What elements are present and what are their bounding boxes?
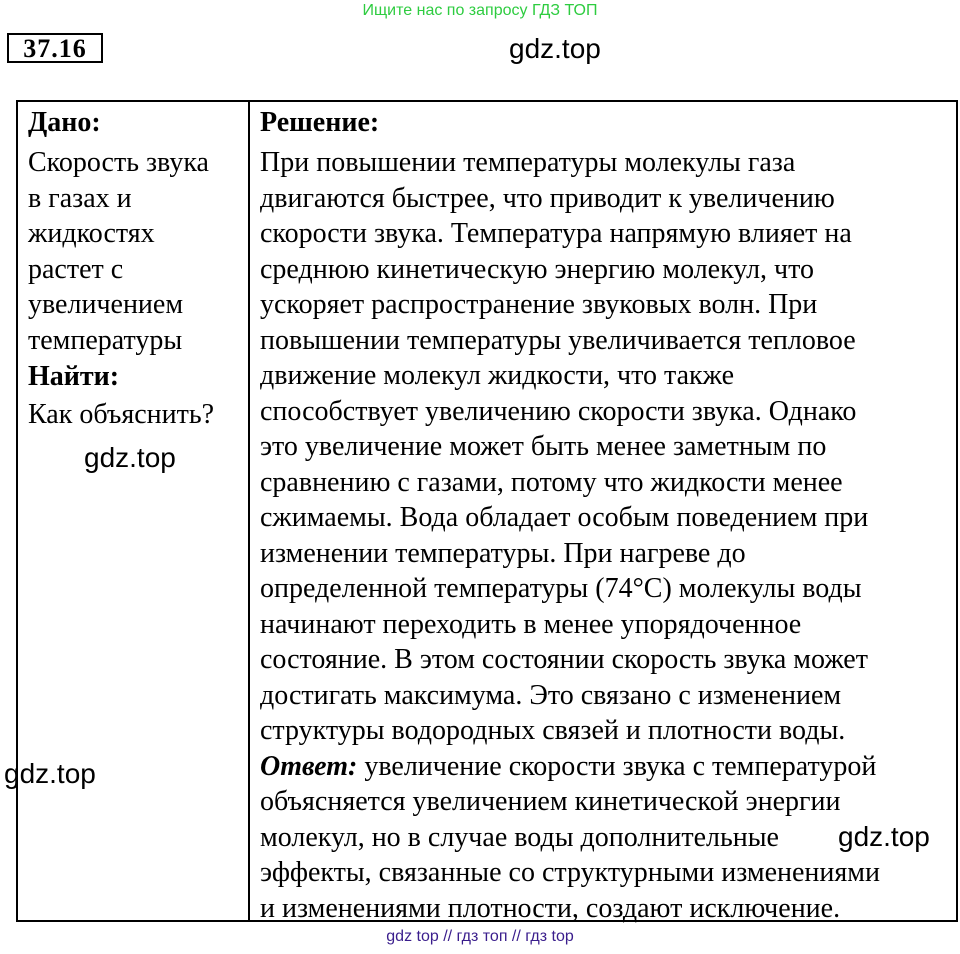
solution-line: двигаются быстрее, что приводит к увеличению xyxy=(260,182,835,214)
given-heading: Дано: xyxy=(28,107,101,138)
solution-heading: Решение: xyxy=(260,107,380,138)
solution-line: достигать максимума. Это связано с изменением xyxy=(260,679,842,711)
column-divider xyxy=(248,102,250,920)
watermark-bottom-left: gdz.top xyxy=(4,758,96,789)
solution-line: изменении температуры. При нагреве до xyxy=(260,537,746,569)
given-line: увеличением xyxy=(28,289,184,320)
given-line: в газах и xyxy=(28,182,132,214)
footer-watermark: gdz top // гдз топ // гдз top xyxy=(386,928,574,945)
watermark-left-column: gdz.top xyxy=(84,442,176,473)
solution-line: скорости звука. Температура напрямую влияет на xyxy=(260,218,852,249)
solution-line: начинают переходить в менее упорядоченное xyxy=(260,608,802,640)
given-column xyxy=(28,102,243,433)
solution-line: состояние. В этом состоянии скорость звука может xyxy=(260,644,868,675)
search-hint-banner: Ищите нас по запросу ГДЗ ТОП xyxy=(362,2,598,19)
find-text xyxy=(28,397,243,433)
answer-line: и изменениями плотности, создают исключение. xyxy=(260,892,841,924)
task-table xyxy=(16,100,958,922)
solution-line: сравнению с газами, потому что жидкости менее xyxy=(260,466,843,498)
answer-first-line: увеличение скорости звука с температурой xyxy=(357,750,877,782)
given-line: Скорость звука xyxy=(28,147,209,178)
solution-column xyxy=(260,102,952,926)
task-number-box: 37.16 xyxy=(7,33,103,63)
given-text xyxy=(28,145,243,358)
find-heading: Найти: xyxy=(28,361,120,392)
solution-line: структуры водородных связей и плотности воды. xyxy=(260,715,846,746)
answer-label: Ответ: xyxy=(260,750,358,782)
answer-line: молекул, но в случае воды дополнительные xyxy=(260,821,779,853)
given-line: жидкостях xyxy=(28,218,155,249)
answer-line: эффекты, связанные со структурными изменениями xyxy=(260,857,880,888)
solution-line: определенной температуры (74°C) молекулы воды xyxy=(260,573,862,604)
solution-line: это увеличение может быть менее заметным по xyxy=(260,431,827,462)
watermark-header: gdz.top xyxy=(509,33,601,64)
solution-line: повышении температуры увеличивается тепловое xyxy=(260,324,856,356)
find-line: Как объяснить? xyxy=(28,399,215,430)
solution-line: сжимаемы. Вода обладает особым поведением при xyxy=(260,502,869,533)
answer-line xyxy=(260,749,952,785)
solution-line: среднюю кинетическую энергию молекул, что xyxy=(260,253,814,285)
solution-line: При повышении температуры молекулы газа xyxy=(260,147,796,178)
solution-line: способствует увеличению скорости звука. Однако xyxy=(260,395,857,427)
solution-text xyxy=(260,145,952,926)
given-line: растет с xyxy=(28,253,124,285)
solution-line: движение молекул жидкости, что также xyxy=(260,360,735,391)
answer-line: объясняется увеличением кинетической энергии xyxy=(260,786,841,817)
given-line: температуры xyxy=(28,324,183,356)
watermark-right-column: gdz.top xyxy=(838,821,930,852)
solution-line: ускоряет распространение звуковых волн. При xyxy=(260,289,818,320)
